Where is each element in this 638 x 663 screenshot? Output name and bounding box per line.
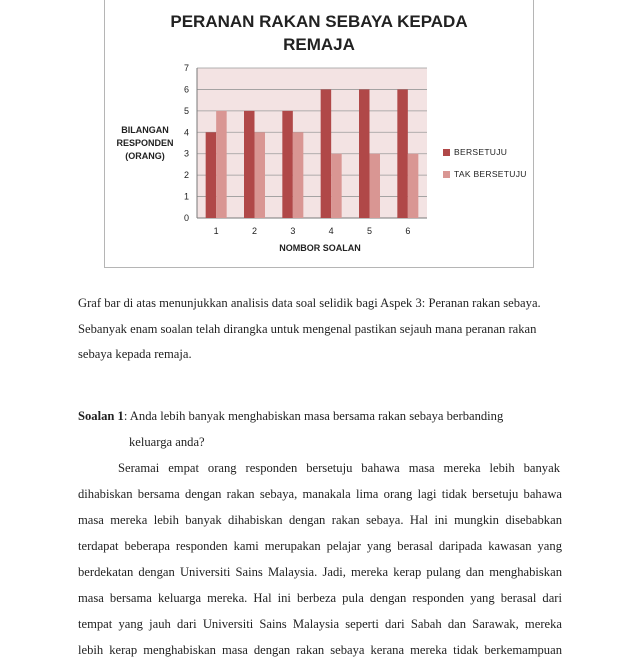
body-line-3: masa mereka lebih banyak dihabiskan dengan rakan sebaya. Hal ini mungkin disebabkan — [78, 513, 562, 527]
bar-tak-bersetuju-2 — [255, 132, 266, 218]
x-tick-label-3: 3 — [290, 226, 296, 236]
question-1-line-2: keluarga anda? — [129, 435, 205, 449]
body-line-8: lebih kerap menghabiskan masa dengan rakan sebaya kerana mereka tidak berkemampuan — [78, 643, 562, 657]
bar-tak-bersetuju-4 — [331, 154, 342, 218]
body-line-2: dihabiskan bersama dengan rakan sebaya, manakala lima orang lagi tidak bersetuju bahawa — [78, 487, 562, 501]
bar-tak-bersetuju-3 — [293, 132, 304, 218]
legend-label-tak-bersetuju: TAK BERSETUJU — [454, 169, 527, 179]
bar-bersetuju-3 — [282, 111, 293, 218]
y-axis-title-line-2: RESPONDEN — [116, 138, 174, 148]
y-tick-label-3: 3 — [183, 148, 189, 159]
y-tick-label-2: 2 — [183, 170, 189, 181]
y-axis-title — [109, 124, 181, 163]
legend-item-bersetuju — [443, 145, 527, 159]
chart-title-line-1: PERANAN RAKAN SEBAYA KEPADA — [170, 12, 468, 31]
plot-area — [197, 68, 427, 218]
y-tick-label-1: 1 — [183, 191, 189, 202]
intro-line-1: Graf bar di atas menunjukkan analisis data soal selidik bagi Aspek 3: Peranan rakan sebaya. — [78, 296, 541, 310]
intro-line-2: Sebanyak enam soalan telah dirangka untuk mengenal pastikan sejauh mana peranan rakan — [78, 322, 537, 336]
body-line-5: berdekatan dengan Universiti Sains Malaysia. Jadi, mereka kerap pulang dan menghabiskan — [78, 565, 562, 579]
body-line-1: Seramai empat orang responden bersetuju bahawa masa mereka lebih banyak — [118, 461, 560, 475]
bar-bersetuju-1 — [206, 132, 217, 218]
y-tick-label-4: 4 — [183, 127, 189, 138]
x-tick-label-4: 4 — [328, 226, 334, 236]
x-tick-label-5: 5 — [366, 226, 373, 236]
bar-bersetuju-6 — [397, 89, 408, 218]
x-tick-label-2: 2 — [251, 226, 258, 236]
bar-tak-bersetuju-6 — [408, 154, 419, 218]
legend-swatch-tak-bersetuju — [443, 171, 450, 178]
legend-item-tak-bersetuju — [443, 167, 527, 181]
y-tick-label-0: 0 — [183, 213, 189, 223]
y-tick-label-5: 5 — [183, 105, 189, 116]
chart-title-line-2: REMAJA — [283, 35, 355, 54]
y-axis-title-line-3: (ORANG) — [125, 151, 165, 161]
bar-tak-bersetuju-5 — [370, 154, 381, 218]
legend — [443, 145, 527, 189]
x-axis-title: NOMBOR SOALAN — [279, 243, 361, 253]
chart-container — [104, 0, 534, 268]
x-tick-label-1: 1 — [213, 226, 219, 236]
bar-bersetuju-5 — [359, 89, 370, 218]
question-1-text: : Anda lebih banyak menghabiskan masa bersama rakan sebaya berbanding — [123, 409, 504, 423]
body-line-6: masa bersama keluarga mereka. Hal ini berbeza pula dengan responden yang berasal dari — [78, 591, 562, 605]
y-tick-label-6: 6 — [183, 84, 189, 95]
intro-line-3: sebaya kepada remaja. — [78, 347, 192, 361]
legend-swatch-bersetuju — [443, 149, 450, 156]
body-line-4: terdapat beberapa responden kami merupakan pelajar yang berasal daripada kawasan yang — [78, 539, 562, 553]
legend-label-bersetuju: BERSETUJU — [454, 147, 508, 157]
y-tick-label-7: 7 — [183, 63, 189, 73]
question-1-line-1 — [78, 403, 562, 429]
x-tick-label-6: 6 — [405, 226, 411, 236]
y-axis-title-line-1: BILANGAN — [121, 125, 169, 135]
question-1-label: Soalan 1 — [78, 409, 124, 423]
bar-bersetuju-4 — [321, 89, 332, 218]
body-line-7: tempat yang jauh dari Universiti Sains Malaysia seperti dari Sabah dan Sarawak, mereka — [78, 617, 562, 631]
bar-tak-bersetuju-1 — [216, 111, 227, 218]
bar-bersetuju-2 — [244, 111, 255, 218]
